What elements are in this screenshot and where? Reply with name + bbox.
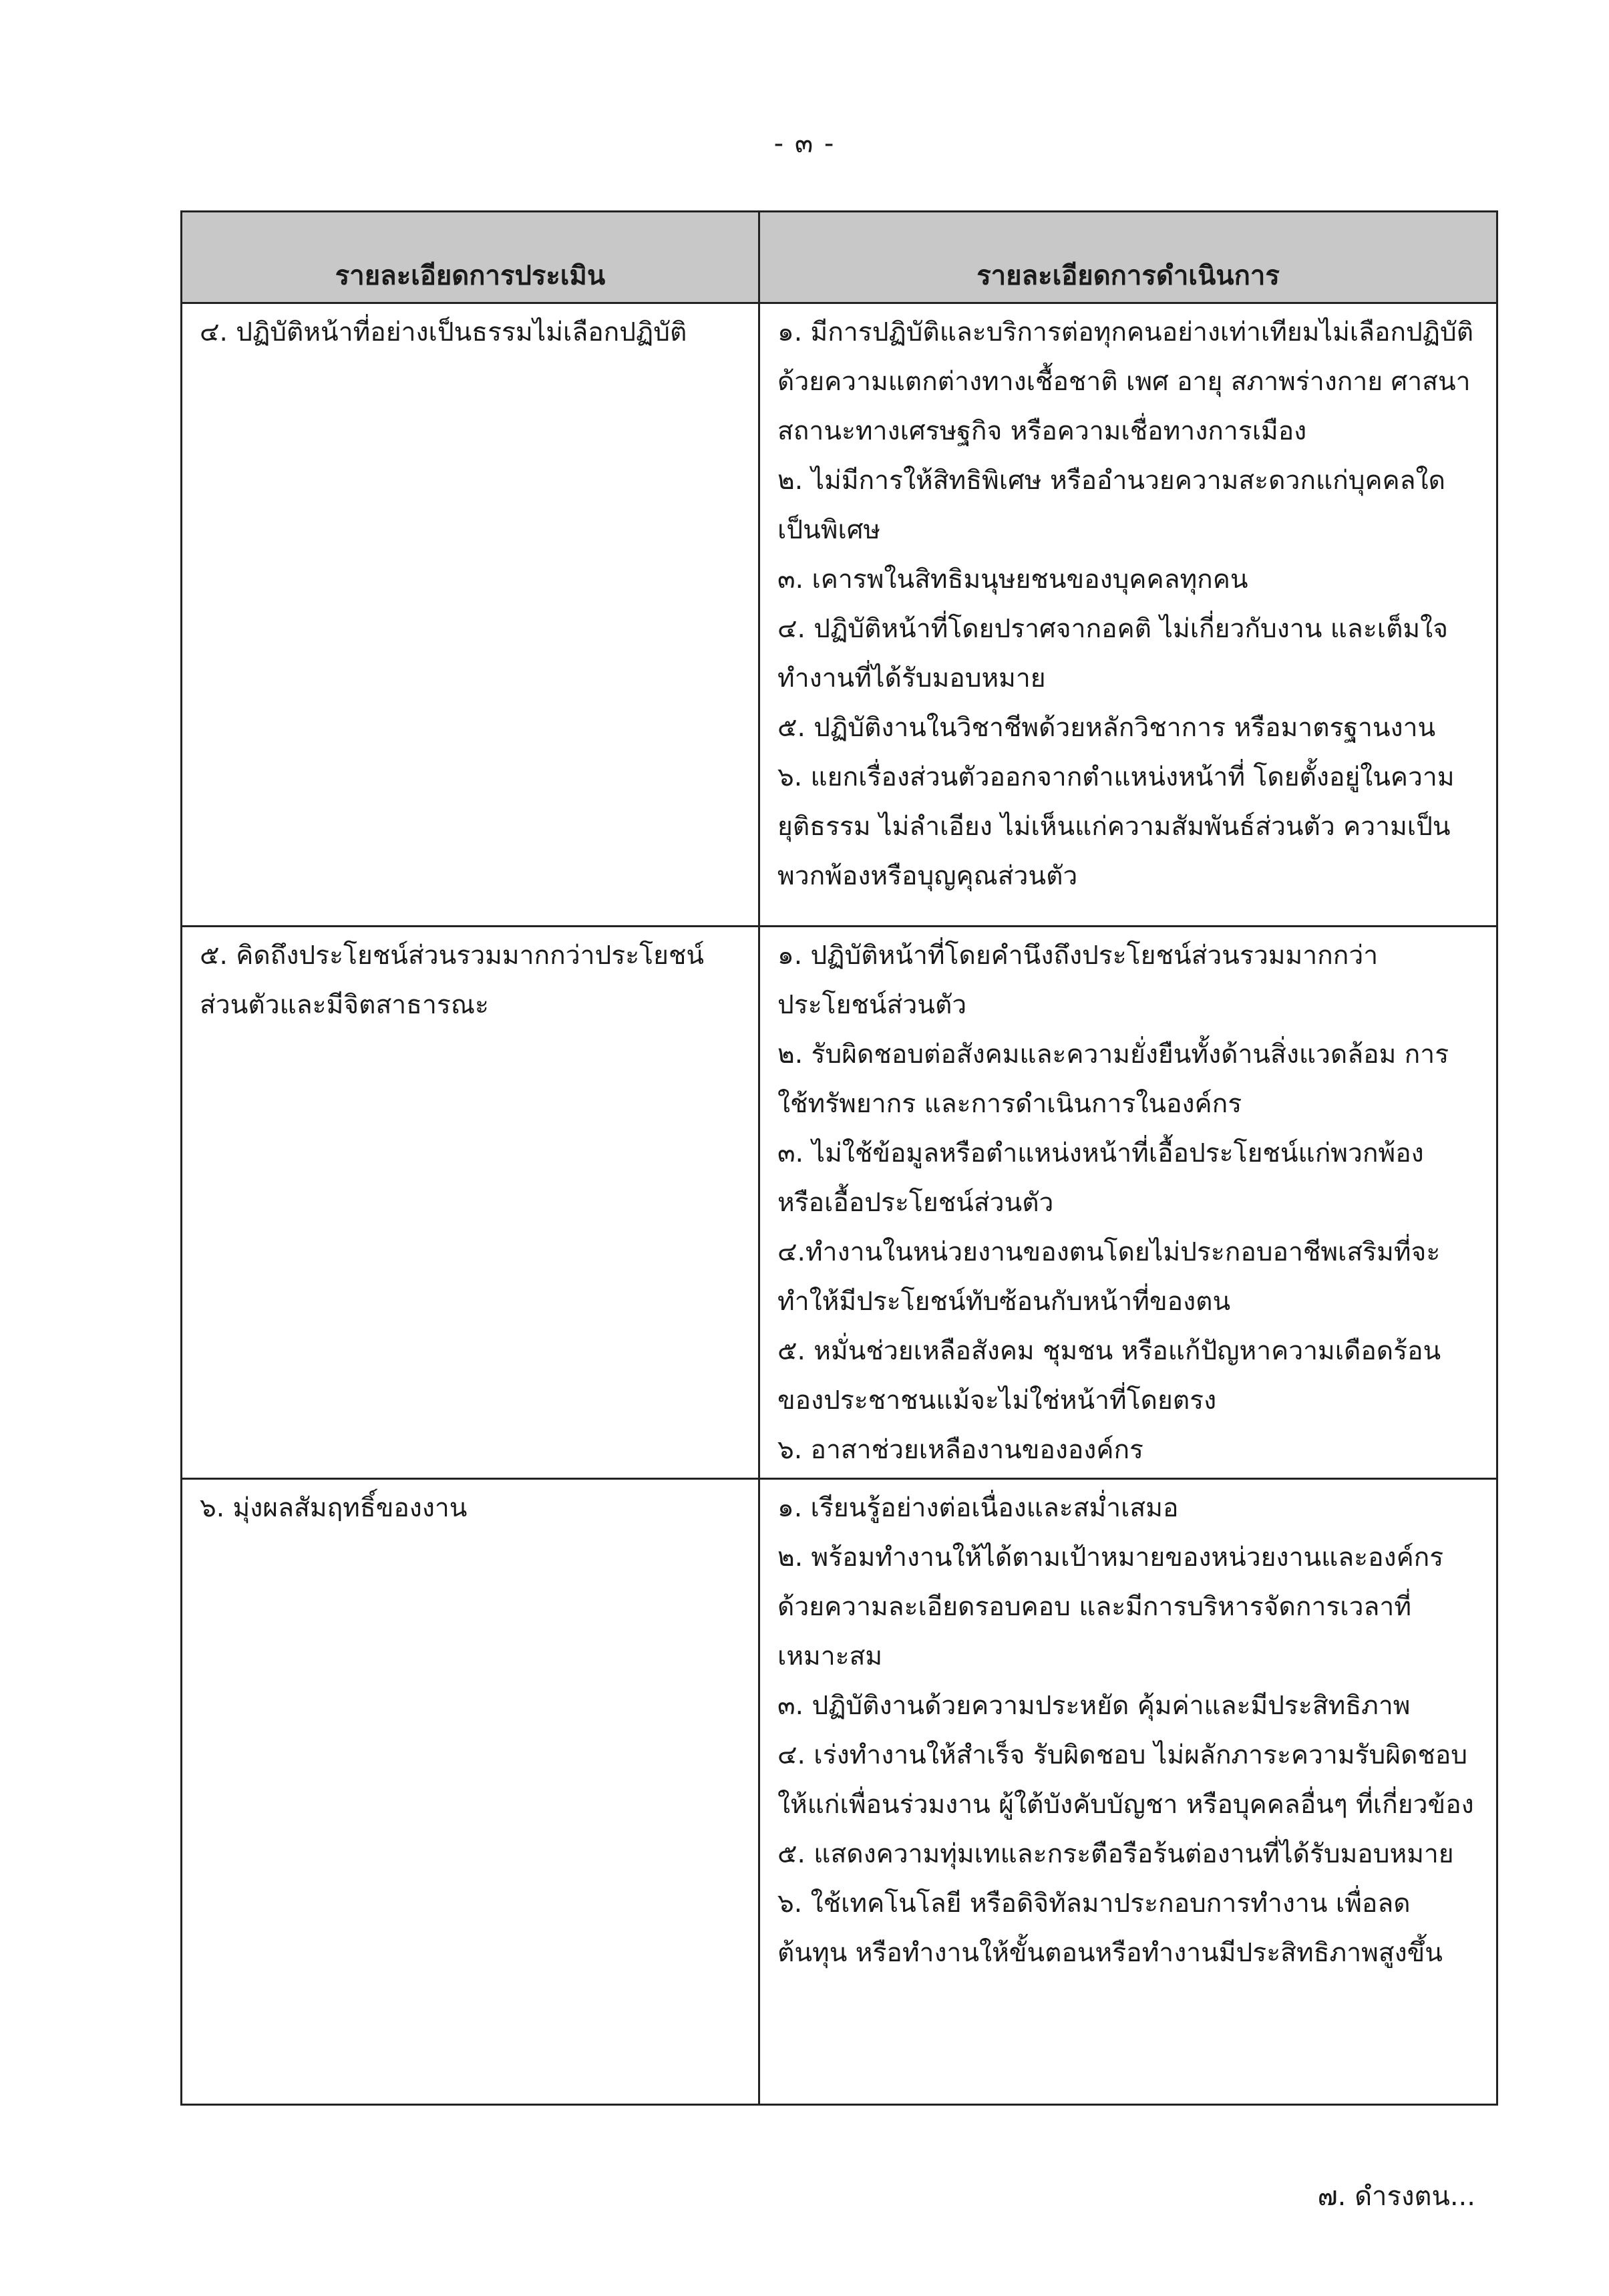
details-cell [759, 303, 1497, 927]
page-number: - ๓ - [773, 128, 836, 159]
detail-item: ๕. แสดงความทุ่มเทและกระตือรือร้นต่องานที่ได้รับมอบหมาย [777, 1839, 1454, 1869]
detail-item: ๑. มีการปฏิบัติและบริการต่อทุกคนอย่างเท่าเทียมไม่เลือกปฏิบัติด้วยความแตกต่างทางเชื้อชาติ เพศ อายุ สภาพร่างกาย ศาสนา สถานะทางเศรษฐกิจ หรือความเชื่อทางการเมือง [777, 317, 1474, 446]
detail-item: ๓. ไม่ใช้ข้อมูลหรือตำแหน่งหน้าที่เอื้อประโยชน์แก่พวกพ้อง หรือเอื้อประโยชน์ส่วนตัว [777, 1138, 1424, 1218]
detail-item: ๒. ไม่มีการให้สิทธิพิเศษ หรืออำนวยความสะดวกแก่บุคคลใดเป็นพิเศษ [777, 466, 1445, 545]
evaluation-table [180, 210, 1498, 2106]
detail-item: ๕. หมั่นช่วยเหลือสังคม ชุมชน หรือแก้ปัญหาความเดือดร้อนของประชาชนแม้จะไม่ใช่หน้าที่โดยตรง [777, 1336, 1441, 1416]
details-cell [759, 927, 1497, 1479]
table-row [182, 303, 1497, 927]
detail-item: ๔. ปฏิบัติหน้าที่โดยปราศจากอคติ ไม่เกี่ยวกับงาน และเต็มใจทำงานที่ได้รับมอบหมาย [777, 614, 1449, 693]
criteria-cell [182, 927, 759, 1479]
header-operation-details: รายละเอียดการดำเนินการ [759, 212, 1497, 303]
detail-item: ๖. อาสาช่วยเหลืองานขององค์กร [777, 1435, 1143, 1465]
detail-item: ๓. ปฏิบัติงานด้วยความประหยัด คุ้มค่าและมีประสิทธิภาพ [777, 1691, 1411, 1721]
detail-item: ๑. เรียนรู้อย่างต่อเนื่องและสม่ำเสมอ [777, 1493, 1179, 1523]
table-header-row [182, 212, 1497, 303]
detail-item: ๑. ปฏิบัติหน้าที่โดยคำนึงถึงประโยชน์ส่วนรวมมากกว่าประโยชน์ส่วนตัว [777, 941, 1379, 1020]
detail-item: ๕. ปฏิบัติงานในวิชาชีพด้วยหลักวิชาการ หรือมาตรฐานงาน [777, 713, 1436, 743]
detail-item: ๖. แยกเรื่องส่วนตัวออกจากตำแหน่งหน้าที่ โดยตั้งอยู่ในความยุติธรรม ไม่ลำเอียง ไม่เห็นแก่ความสัมพันธ์ส่วนตัว ความเป็นพวกพ้องหรือบุญคุณส่วนตัว [777, 762, 1455, 891]
criteria-cell [182, 303, 759, 927]
details-cell [759, 1479, 1497, 2105]
detail-item: ๖. ใช้เทคโนโลยี หรือดิจิทัลมาประกอบการทำงาน เพื่อลดต้นทุน หรือทำงานให้ขั้นตอนหรือทำงานมีประสิทธิภาพสูงขึ้น [777, 1889, 1443, 1968]
criteria-text: ๖. มุ่งผลสัมฤทธิ์ของงาน [200, 1493, 468, 1523]
detail-item: ๒. พร้อมทำงานให้ได้ตามเป้าหมายของหน่วยงานและองค์กร ด้วยความละเอียดรอบคอบ และมีการบริหารจัดการเวลาที่เหมาะสม [777, 1542, 1444, 1671]
table-row [182, 1479, 1497, 2105]
continuation-text: ๗. ดำรงตน... [1317, 2181, 1475, 2212]
detail-item: ๔. เร่งทำงานให้สำเร็จ รับผิดชอบ ไม่ผลักภาระความรับผิดชอบให้แก่เพื่อนร่วมงาน ผู้ใต้บังคับบัญชา หรือบุคคลอื่นๆ ที่เกี่ยวข้อง [777, 1740, 1474, 1820]
criteria-cell [182, 1479, 759, 2105]
criteria-text: ๕. คิดถึงประโยชน์ส่วนรวมมากกว่าประโยชน์ส่วนตัวและมีจิตสาธารณะ [200, 941, 705, 1020]
table-row [182, 927, 1497, 1479]
detail-item: ๔.ทำงานในหน่วยงานของตนโดยไม่ประกอบอาชีพเสริมที่จะทำให้มีประโยชน์ทับซ้อนกับหน้าที่ของตน [777, 1237, 1441, 1317]
detail-item: ๓. เคารพในสิทธิมนุษยชนของบุคคลทุกคน [777, 564, 1248, 595]
criteria-text: ๔. ปฏิบัติหน้าที่อย่างเป็นธรรมไม่เลือกปฏิบัติ [200, 317, 687, 347]
header-evaluation-details: รายละเอียดการประเมิน [182, 212, 759, 303]
detail-item: ๒. รับผิดชอบต่อสังคมและความยั่งยืนทั้งด้านสิ่งแวดล้อม การใช้ทรัพยากร และการดำเนินการในองค์กร [777, 1039, 1449, 1119]
